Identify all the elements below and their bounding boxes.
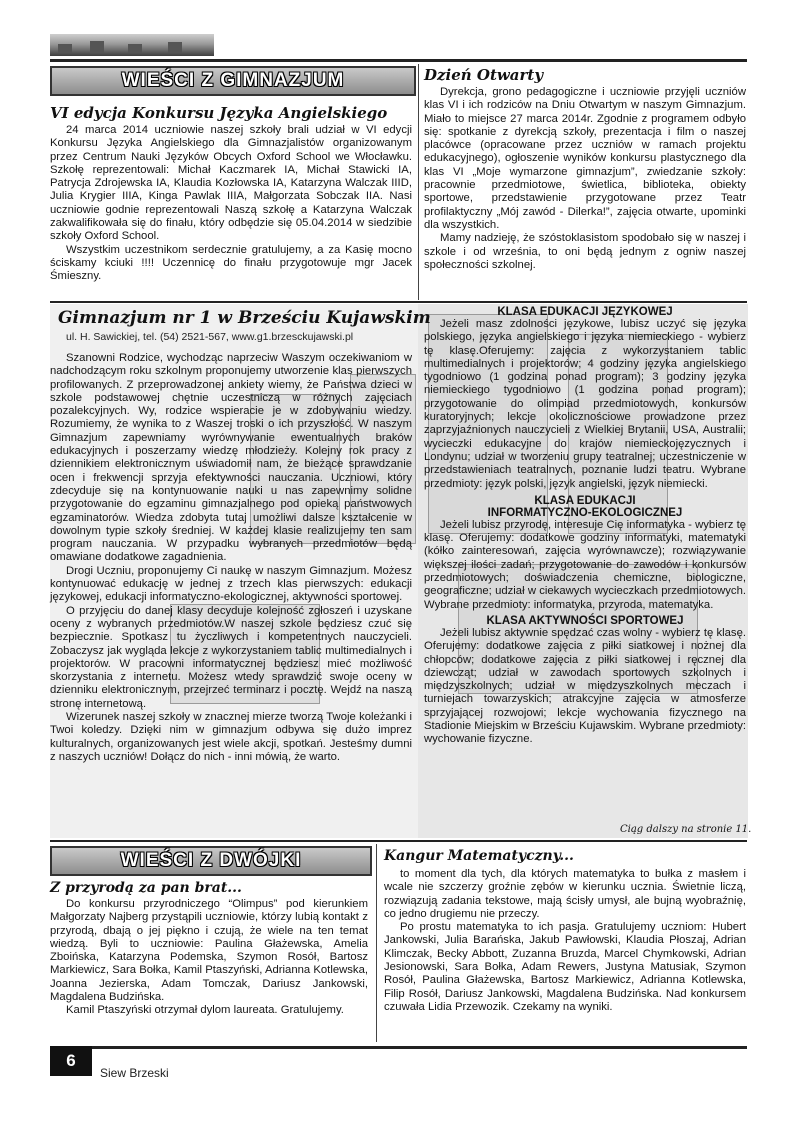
kangur-paragraph: Po prostu matematyka to ich pasja. Gratulujemy uczniom: Hubert Jankowski, Julia Barańska, Jakub Pawłowski, Klaudia Płoszaj, Adrian Klimczak, Becky Abbott, Zuzanna Bruzda, Marcel Chymkowski, Adrian Jesionowski, Sara Bołka, Adam Rewers, Justyna Matusiak, Szymon Rosół, Paulina Głażewska, Bartosz Markiewicz, Adrianna Kotlewska, Filip Rosół, Dariusz Jankowski, Magdalena Budzińska. Nad konkursem czuwała Lidia Przewozik. Czekamy na wyniki. bbox=[384, 921, 746, 1013]
konkurs-title: VI edycja Konkursu Języka Angielskiego bbox=[50, 104, 388, 122]
section-banner-label: WIEŚCI Z GIMNAZJUM bbox=[121, 70, 345, 91]
section-separator bbox=[50, 301, 747, 303]
klasy-column bbox=[424, 306, 746, 747]
konkurs-body bbox=[50, 124, 412, 284]
header-photo-house bbox=[128, 44, 142, 53]
kangur-title: Kangur Matematyczny... bbox=[384, 848, 574, 864]
klasa-sport-title: KLASA AKTYWNOŚCI SPORTOWEJ bbox=[486, 614, 684, 627]
gimnazjum-body bbox=[50, 352, 412, 764]
klasa-jezykowa-title: KLASA EDUKACJI JĘZYKOWEJ bbox=[497, 306, 673, 318]
kangur-paragraph: to moment dla tych, dla których matematyka to bułka z masłem i wcale nie szczerzy groźnie zębów w kierunku ucznia. Świetnie liczą, rozwiązują zadania tekstowe, mają ścisły umysł, ale bujną wyobraźnię, co jedno drugiemu nie przeczy. bbox=[384, 868, 746, 920]
top-rule bbox=[50, 59, 747, 62]
gimnazjum-paragraph: Szanowni Rodzice, wychodząc naprzeciw Waszym oczekiwaniom w nadchodzącym roku szkolnym proponujemy utworzenie klas pierwszych profilowanych. Z przeprowadzonej ankiety wiemy, że Państwa dzieci w szkole podstawowej chętnie uczestniczą w różnych zajęciach pozalekcyjnych. Wy, rodzice wspieracie je w zdobywaniu wiedzy. Rozumiemy, że wynika to z Waszej troski o ich przyszłość. W naszym Gimnazjum zapewniamy wyrównywanie ewentualnych braków edukacyjnych i poszerzamy wiedzę młodzieży. Kolejny rok pracy z dziennikiem elektronicznym uświadomił nam, że bieżące sprawdzanie ocen i frekwencji sprzyja efektywności nauczania. Uczniowi, który zdecyduje się na kontynuowanie nauki u nas zapewnimy solidne przygotowanie do egzaminu gimnazjalnego pod opieką państwowych egzaminatorów. Wiedza zdobyta tutaj umożliwi dalsze kształcenie w dowolnym typie szkoły średniej. W każdej klasie realizujemy ten sam program nauczania. W przypadku wybranych przedmiotów będą omawiane dodatkowe zagadnienia. bbox=[50, 352, 412, 564]
gimnazjum-title: Gimnazjum nr 1 w Brześciu Kujawskim bbox=[58, 308, 431, 328]
przyroda-paragraph: Kamil Ptaszyński otrzymał dylom laureata. Gratulujemy. bbox=[66, 1004, 344, 1017]
section-separator bbox=[50, 840, 747, 842]
gimnazjum-paragraph: Drogi Uczniu, proponujemy Ci naukę w naszym Gimnazjum. Możesz kontynuować edukację w jednej z trzech klas pierwszych: edukacji językowej, edukacji informatyczno-ekologicznej, aktywności sportowej. bbox=[50, 564, 412, 604]
konkurs-paragraph: 24 marca 2014 uczniowie naszej szkoły brali udział w VI edycji Konkursu Języka Angielskiego dla Gimnazjalistów organizowanym przez Centrum Nauki Języków Obcych Oxford School we Włocławku. Szkołę reprezentowali: Michał Kaczmarek IA, Michał Stawicki IA, Patrycja Zdrojewska IA, Klaudia Kozłowska IA, Katarzyna Walczak IIID, Julia Krygier IIIA, Kinga Pawlak IIIA, Małgorzata Sobczak IIA. Nasi uczniowie godnie reprezentowali Naszą szkołę a Katarzyna Walczak zakwalifikowała się do finału, który odbędzie się 05.04.2014 w siedzibie szkoły Oxford School. bbox=[50, 124, 412, 243]
dzien-otwarty-paragraph: Mamy nadzieję, że szóstoklasistom spodobało się w naszej i szkole i od września, to oni będą jednym z ogniw naszej społeczności szkolnej. bbox=[424, 232, 746, 271]
header-photo-house bbox=[90, 41, 104, 53]
gimnazjum-paragraph: Wizerunek naszej szkoły w znacznej mierze tworzą Twoje koleżanki i Twoi koledzy. Dzięki nim w gimnazjum odbywa się dużo imprez kulturalnych, organizowanych jest wiele akcji, spotkań. Jesteśmy dumni z naszych uczniów! Dołącz do nich - inni mówią, że warto. bbox=[50, 711, 412, 763]
przyroda-body bbox=[50, 898, 368, 1018]
dzien-otwarty-title: Dzień Otwarty bbox=[424, 66, 544, 84]
continued-note: Ciąg dalszy na stronie 11. bbox=[620, 824, 752, 835]
klasa-info-title-line1: KLASA EDUKACJI bbox=[534, 494, 636, 507]
section-banner-dwojka bbox=[50, 846, 372, 876]
section-banner-label: WIEŚCI Z DWÓJKI bbox=[120, 850, 302, 871]
header-photo-house bbox=[58, 44, 72, 53]
footer-rule bbox=[92, 1046, 747, 1049]
klasa-sport-body bbox=[424, 627, 746, 747]
dzien-otwarty-body bbox=[424, 86, 746, 272]
column-divider bbox=[418, 64, 419, 300]
klasa-jezykowa-text: Jeżeli masz zdolności językowe, lubisz uczyć się języka polskiego, języka angielskiego i języka niemieckiego - wybierz tę klasę.Oferujemy: zajęcia z wykorzystaniem tablic multimedialnych i projektorów; 4 godziny języka angielskiego tygodniowo (1 godzina ponad program); 3 godziny języka niemieckiego tygodniowo (1 godzina ponad program); przygotowanie do olimpiad przedmiotowych, konkursów kuratoryjnych; lekcje okolicznościowe prowadzone przez zaprzyjaźnionych nauczycieli z Wielkiej Brytanii, USA, Australii; wycieczki edukacyjne do krajów niemieckojęzycznych i Londynu; udział w tworzeniu grupy teatralnej; uczestniczenie w przedstawieniach teatralnych, poznanie ludzi teatru. Wybrane przedmioty: język polski, język angielski, język niemiecki. bbox=[424, 318, 746, 490]
klasa-jezykowa-body bbox=[424, 318, 746, 491]
section-banner-gimnazjum bbox=[50, 66, 416, 96]
column-divider bbox=[376, 844, 377, 1042]
przyroda-paragraph: Do konkursu przyrodniczego “Olimpus” pod kierunkiem Małgorzaty Najberg przystąpili uczniowie, którzy lubią kontakt z przyrodą, dbają o jej piękno i czują, że wiele na ten temat wiedzą. Byli to uczniowie: Paulina Głażewska, Amelia Zboińska, Katarzyna Podemska, Szymon Rosół, Bartosz Markiewicz, Sara Bołka, Kamil Ptaszyński, Adrianna Kotlewska, Joanna Jezierska, Adam Tomczak, Dariusz Jankowski, Magdalena Budzińska. bbox=[50, 898, 368, 1004]
klasa-info-body bbox=[424, 519, 746, 612]
magazine-name: Siew Brzeski bbox=[100, 1066, 169, 1080]
dzien-otwarty-paragraph: Dyrekcja, grono pedagogiczne i uczniowie przyjęli uczniów klas VI i ich rodziców na Dniu Otwartym w naszym Gimnazjum. Miało to miejsce 27 marca 2014r. Zgodnie z programem odbyło się: spotkanie z dyrekcją szkoły, prezentacja i film o naszej placówce (opracowane przez uczniów w ramach projektu edukacyjnego), ogłoszenie wyników konkursu plastycznego dla klas VI „Moje wymarzone gimnazjum”, zwiedzanie szkoły: pracownie przedmiotowe, świetlica, biblioteka, obiekty sportowe, przedstawienie przygotowane przez Teatr profilaktyczny „Mój zawód - Dilerka!”, zajęcia otwarte, upominki dla wszystkich. bbox=[424, 86, 746, 231]
przyroda-title: Z przyrodą za pan brat... bbox=[50, 880, 242, 896]
klasa-info-text: Jeżeli lubisz przyrodę, interesuje Cię informatyka - wybierz tę klasę. Oferujemy: dodatkowe godziny informatyki, matematyki (kółko zainteresowań, zajęcia wyrównawcze); rozwiązywanie większej ilości zadań; przygotowanie do zawodów i konkursów przedmiotowych; doświadczenia chemiczne, biologiczne, geograficzne; udział w ciekawych wycieczkach przedmiotowych. Wybrane przedmioty: informatyka, przyroda, matematyka. bbox=[424, 518, 746, 611]
header-photo-house bbox=[168, 42, 182, 53]
gimnazjum-paragraph: O przyjęciu do danej klasy decyduje kolejność zgłoszeń i uzyskane oceny z wybranych przedmiotów.W naszej szkole będziesz czuć się bezpiecznie. Spotkasz tu życzliwych i kompetentnych nauczycieli. Zobaczysz jak wygląda lekcje z wykorzystaniem tablic multimedialnych i projektorów. W pracowni informatycznej będziesz mieć możliwość skorzystania z internetu. Możesz wtedy sprawdzić swoje oceny w dzienniku elektronicznym, przejrzeć terminarz i pocztę. Wejdź na naszą stronę internetową. bbox=[50, 604, 412, 710]
kangur-body bbox=[384, 868, 746, 1014]
gimnazjum-address: ul. H. Sawickiej, tel. (54) 2521-567, www.g1.brzesckujawski.pl bbox=[66, 331, 354, 343]
klasa-sport-text: Jeżeli lubisz aktywnie spędzać czas wolny - wybierz tę klasę. Oferujemy: dodatkowe zajęcia z piłki siatkowej i nożnej dla chłopców; dodatkowe zajęcia z piłki siatkowej i ręcznej dla dziewcząt; udział w zawodach sportowych szkolnych i międzyszkolnych; udział w międzyszkolnych meczach i turniejach towarzyskich; atrakcyjne zajęcia w atmosferze sprzyjającej rozwojowi; lekcje wychowania fizycznego na Stadionie Miejskim w Brześciu Kujawskim. Wybrane przedmioty: wychowanie fizyczne. bbox=[424, 626, 746, 746]
header-photo bbox=[50, 34, 214, 56]
konkurs-paragraph: Wszystkim uczestnikom serdecznie gratulujemy, a za Kasię mocno ściskamy kciuki !!!! Uczennicę do finału przygotowuje mgr Jacek Śmieszny. bbox=[50, 243, 412, 283]
klasa-info-title-line2: INFORMATYCZNO-EKOLOGICZNEJ bbox=[487, 506, 683, 519]
page-number: 6 bbox=[50, 1046, 92, 1076]
